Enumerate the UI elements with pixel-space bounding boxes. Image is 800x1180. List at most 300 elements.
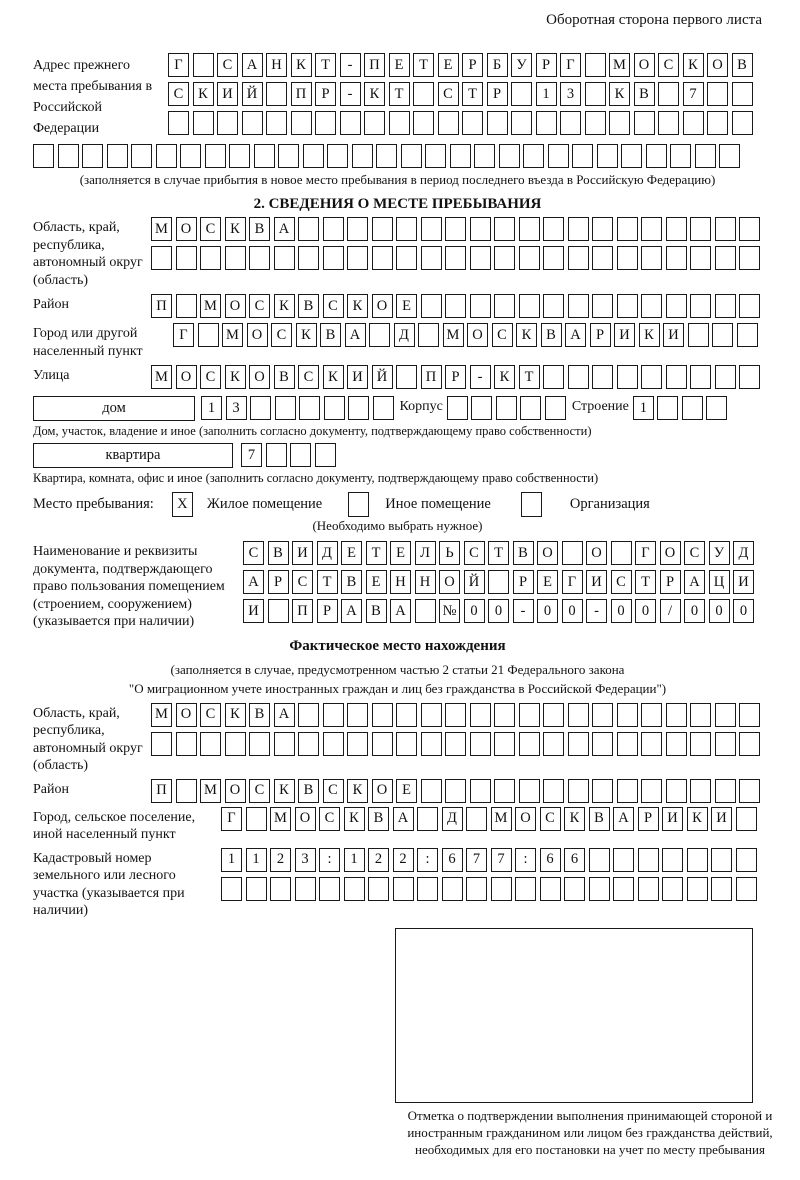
char-cell xyxy=(470,732,491,756)
char-cell xyxy=(421,217,442,241)
char-cell xyxy=(450,144,471,168)
char-cell xyxy=(413,111,434,135)
char-cell xyxy=(739,365,760,389)
char-cell xyxy=(372,703,393,727)
char-cell xyxy=(540,877,561,901)
char-cell: Т xyxy=(317,570,338,594)
char-cell xyxy=(621,144,642,168)
char-cell xyxy=(592,732,613,756)
char-cell: П xyxy=(421,365,442,389)
stay-type-note: (Необходимо выбрать нужное) xyxy=(312,518,483,533)
char-cell: Г xyxy=(221,807,242,831)
char-cell xyxy=(470,779,491,803)
char-cell xyxy=(592,779,613,803)
char-cell: К xyxy=(683,53,704,77)
char-cell: 3 xyxy=(226,396,247,420)
char-cell: С xyxy=(658,53,679,77)
char-cell xyxy=(421,779,442,803)
char-cell: Т xyxy=(413,53,434,77)
char-cell xyxy=(568,732,589,756)
char-cell xyxy=(200,246,221,270)
char-cell: Е xyxy=(366,570,387,594)
char-cell: О xyxy=(537,541,558,565)
stroenie-row xyxy=(633,396,728,420)
char-cell xyxy=(646,144,667,168)
char-cell: В xyxy=(249,217,270,241)
char-cell: А xyxy=(345,323,366,347)
char-cell xyxy=(156,144,177,168)
char-cell: В xyxy=(298,779,319,803)
char-cell: К xyxy=(364,82,385,106)
char-cell: М xyxy=(151,365,172,389)
char-cell xyxy=(176,294,197,318)
prev-address-note: (заполняется в случае прибытия в новое место пребывания в период последнего въезда в Российскую Федерацию) xyxy=(79,172,716,187)
char-cell xyxy=(641,217,662,241)
char-cell: С xyxy=(464,541,485,565)
char-cell: К xyxy=(564,807,585,831)
char-cell: П xyxy=(291,82,312,106)
char-cell xyxy=(445,217,466,241)
char-cell: С xyxy=(249,779,270,803)
char-cell: А xyxy=(393,807,414,831)
char-cell xyxy=(739,779,760,803)
char-cell xyxy=(564,877,585,901)
street-row xyxy=(151,365,760,389)
char-cell xyxy=(466,877,487,901)
char-cell xyxy=(242,111,263,135)
char-cell: К xyxy=(516,323,537,347)
char-cell: 0 xyxy=(733,599,754,623)
char-cell: О xyxy=(176,703,197,727)
char-cell: 7 xyxy=(491,848,512,872)
char-cell: С xyxy=(200,365,221,389)
char-cell: И xyxy=(733,570,754,594)
char-cell xyxy=(376,144,397,168)
char-cell xyxy=(568,703,589,727)
char-cell: К xyxy=(193,82,214,106)
char-cell: Е xyxy=(396,294,417,318)
char-cell: О xyxy=(176,217,197,241)
char-cell: Т xyxy=(389,82,410,106)
char-cell: 0 xyxy=(464,599,485,623)
char-cell xyxy=(589,848,610,872)
char-cell xyxy=(690,217,711,241)
char-cell: Е xyxy=(390,541,411,565)
char-cell xyxy=(687,877,708,901)
char-cell xyxy=(221,877,242,901)
char-cell: С xyxy=(243,541,264,565)
char-cell: 1 xyxy=(633,396,654,420)
char-cell: : xyxy=(417,848,438,872)
char-cell xyxy=(217,111,238,135)
char-cell xyxy=(568,294,589,318)
char-cell: Й xyxy=(464,570,485,594)
char-cell xyxy=(425,144,446,168)
char-cell xyxy=(494,703,515,727)
char-cell: К xyxy=(274,294,295,318)
char-cell xyxy=(445,294,466,318)
char-cell: М xyxy=(609,53,630,77)
char-cell xyxy=(715,703,736,727)
char-cell xyxy=(151,732,172,756)
char-cell xyxy=(638,848,659,872)
char-cell: О xyxy=(439,570,460,594)
actual-district-label: Район xyxy=(33,781,69,797)
char-cell: К xyxy=(347,779,368,803)
actual-city-row xyxy=(221,807,757,831)
cadastral-row-2 xyxy=(221,877,757,901)
char-cell: Б xyxy=(487,53,508,77)
char-cell: К xyxy=(494,365,515,389)
char-cell xyxy=(543,365,564,389)
char-cell: О xyxy=(707,53,728,77)
char-cell xyxy=(662,848,683,872)
char-cell xyxy=(396,246,417,270)
char-cell xyxy=(666,779,687,803)
char-cell xyxy=(491,877,512,901)
char-cell: - xyxy=(340,82,361,106)
char-cell xyxy=(176,246,197,270)
region-field xyxy=(33,217,762,289)
actual-region-row-1 xyxy=(151,703,760,727)
char-cell xyxy=(519,217,540,241)
char-cell xyxy=(682,396,703,420)
char-cell xyxy=(417,877,438,901)
char-cell xyxy=(739,217,760,241)
char-cell: А xyxy=(274,703,295,727)
char-cell xyxy=(666,246,687,270)
prev-address-field xyxy=(33,53,762,139)
char-cell xyxy=(695,144,716,168)
char-cell xyxy=(657,396,678,420)
char-cell xyxy=(562,541,583,565)
document-row-3 xyxy=(243,599,754,623)
char-cell xyxy=(707,82,728,106)
char-cell: О xyxy=(176,365,197,389)
char-cell xyxy=(690,294,711,318)
char-cell: 1 xyxy=(344,848,365,872)
char-cell xyxy=(511,111,532,135)
char-cell: 7 xyxy=(466,848,487,872)
char-cell xyxy=(266,443,287,467)
document-label: Наименование и реквизиты документа, подтверждающего право пользования помещением (строением, сооружением) (указывается при наличии) xyxy=(33,544,225,629)
char-cell xyxy=(568,246,589,270)
char-cell: 1 xyxy=(536,82,557,106)
char-cell xyxy=(352,144,373,168)
char-cell xyxy=(715,732,736,756)
region-row-1 xyxy=(151,217,760,241)
char-cell xyxy=(347,703,368,727)
char-cell xyxy=(545,396,566,420)
char-cell: В xyxy=(274,365,295,389)
char-cell xyxy=(520,396,541,420)
char-cell: Т xyxy=(519,365,540,389)
char-cell: В xyxy=(541,323,562,347)
section2-title: 2. СВЕДЕНИЯ О МЕСТЕ ПРЕБЫВАНИЯ xyxy=(253,196,542,212)
char-cell: В xyxy=(589,807,610,831)
char-cell xyxy=(298,246,319,270)
char-cell xyxy=(225,732,246,756)
char-cell: 6 xyxy=(564,848,585,872)
char-cell: Т xyxy=(462,82,483,106)
char-cell: В xyxy=(513,541,534,565)
char-cell xyxy=(421,703,442,727)
char-cell xyxy=(200,732,221,756)
char-cell xyxy=(298,732,319,756)
char-cell: 2 xyxy=(393,848,414,872)
char-cell xyxy=(617,246,638,270)
char-cell xyxy=(666,703,687,727)
char-cell xyxy=(736,807,757,831)
char-cell xyxy=(474,144,495,168)
prev-address-row-2 xyxy=(168,82,753,106)
char-cell xyxy=(462,111,483,135)
char-cell: Е xyxy=(537,570,558,594)
char-cell: 3 xyxy=(560,82,581,106)
char-cell xyxy=(372,217,393,241)
document-field xyxy=(33,541,762,631)
char-cell xyxy=(519,732,540,756)
char-cell xyxy=(641,246,662,270)
char-cell xyxy=(254,144,275,168)
char-cell: И xyxy=(663,323,684,347)
prev-address-row-3 xyxy=(168,111,753,135)
char-cell xyxy=(511,82,532,106)
char-cell xyxy=(523,144,544,168)
char-cell: О xyxy=(225,294,246,318)
char-cell xyxy=(299,396,320,420)
char-cell xyxy=(413,82,434,106)
char-cell: М xyxy=(222,323,243,347)
prev-address-row-1 xyxy=(168,53,753,77)
char-cell xyxy=(488,570,509,594)
char-cell xyxy=(690,365,711,389)
char-cell xyxy=(719,144,740,168)
actual-location-note xyxy=(33,660,762,698)
district-label: Район xyxy=(33,297,69,312)
char-cell: 1 xyxy=(221,848,242,872)
char-cell xyxy=(275,396,296,420)
char-cell xyxy=(246,807,267,831)
prev-address-extra-row xyxy=(33,144,762,168)
document-row-2 xyxy=(243,570,754,594)
char-cell xyxy=(168,111,189,135)
char-cell xyxy=(597,144,618,168)
char-cell: М xyxy=(270,807,291,831)
stay-type-checkbox-residential: X xyxy=(172,492,193,517)
actual-district-field xyxy=(33,779,762,803)
char-cell xyxy=(715,779,736,803)
char-cell: У xyxy=(709,541,730,565)
char-cell xyxy=(274,732,295,756)
char-cell: А xyxy=(390,599,411,623)
stroenie-label: Строение xyxy=(571,399,629,414)
char-cell: К xyxy=(687,807,708,831)
char-cell xyxy=(543,779,564,803)
region-row-2 xyxy=(151,246,760,270)
char-cell: И xyxy=(711,807,732,831)
char-cell xyxy=(592,217,613,241)
char-cell xyxy=(315,111,336,135)
char-cell: О xyxy=(467,323,488,347)
char-cell xyxy=(494,246,515,270)
char-cell xyxy=(348,396,369,420)
actual-location-note-line1: (заполняется в случае, предусмотренном частью 2 статьи 21 Федерального закона xyxy=(170,661,625,677)
char-cell xyxy=(323,217,344,241)
char-cell xyxy=(715,365,736,389)
char-cell xyxy=(690,732,711,756)
char-cell xyxy=(372,246,393,270)
stamp-caption: Отметка о подтверждении выполнения принимающей стороной и иностранным гражданином или лицом без гражданства действий, необходимых для его постановки на учет по месту пребывания xyxy=(407,1107,773,1157)
char-cell xyxy=(641,294,662,318)
char-cell: М xyxy=(200,294,221,318)
stay-type-option-residential: Жилое помещение xyxy=(206,496,323,512)
char-cell: Е xyxy=(438,53,459,77)
char-cell xyxy=(340,111,361,135)
char-cell: К xyxy=(609,82,630,106)
char-cell xyxy=(205,144,226,168)
char-cell xyxy=(298,217,319,241)
char-cell xyxy=(396,732,417,756)
char-cell xyxy=(715,246,736,270)
char-cell xyxy=(543,732,564,756)
char-cell: А xyxy=(613,807,634,831)
char-cell xyxy=(589,877,610,901)
char-cell: № xyxy=(439,599,460,623)
char-cell: С xyxy=(323,294,344,318)
char-cell xyxy=(487,111,508,135)
char-cell: С xyxy=(323,779,344,803)
char-cell: Т xyxy=(635,570,656,594)
actual-city-label: Город, сельское поселение, иной населенный пункт xyxy=(33,809,196,842)
char-cell: 0 xyxy=(635,599,656,623)
char-cell: К xyxy=(323,365,344,389)
char-cell: Й xyxy=(242,82,263,106)
char-cell xyxy=(368,877,389,901)
prev-address-label: Адрес прежнего места пребывания в Российской Федерации xyxy=(33,58,153,136)
char-cell: И xyxy=(614,323,635,347)
char-cell xyxy=(641,365,662,389)
stay-type-checkbox-other xyxy=(348,492,369,517)
char-cell: К xyxy=(639,323,660,347)
char-cell xyxy=(176,732,197,756)
char-cell: А xyxy=(341,599,362,623)
char-cell: В xyxy=(732,53,753,77)
header-note: Оборотная сторона первого листа xyxy=(546,12,762,28)
char-cell: А xyxy=(684,570,705,594)
char-cell: Р xyxy=(487,82,508,106)
char-cell: М xyxy=(200,779,221,803)
char-cell xyxy=(585,53,606,77)
char-cell xyxy=(291,111,312,135)
char-cell: О xyxy=(247,323,268,347)
char-cell: О xyxy=(634,53,655,77)
char-cell xyxy=(739,703,760,727)
char-cell xyxy=(347,246,368,270)
char-cell xyxy=(739,294,760,318)
char-cell: 0 xyxy=(562,599,583,623)
char-cell xyxy=(298,703,319,727)
char-cell: 1 xyxy=(201,396,222,420)
char-cell xyxy=(739,732,760,756)
char-cell xyxy=(592,246,613,270)
char-cell: С xyxy=(438,82,459,106)
stay-type-checkbox-organization xyxy=(521,492,542,517)
char-cell xyxy=(536,111,557,135)
char-cell xyxy=(193,53,214,77)
document-row-1 xyxy=(243,541,754,565)
cadastral-label: Кадастровый номер земельного или лесного участка (указывается при наличии) xyxy=(33,850,185,918)
char-cell xyxy=(592,294,613,318)
char-cell: Д xyxy=(317,541,338,565)
char-cell xyxy=(466,807,487,831)
char-cell: К xyxy=(296,323,317,347)
char-cell xyxy=(572,144,593,168)
char-cell xyxy=(560,111,581,135)
char-cell xyxy=(198,323,219,347)
char-cell: Е xyxy=(341,541,362,565)
char-cell: В xyxy=(366,599,387,623)
char-cell xyxy=(315,443,336,467)
char-cell: Г xyxy=(173,323,194,347)
char-cell xyxy=(690,246,711,270)
char-cell: Р xyxy=(660,570,681,594)
char-cell xyxy=(670,144,691,168)
char-cell xyxy=(494,294,515,318)
char-cell: С xyxy=(684,541,705,565)
char-cell: 6 xyxy=(442,848,463,872)
char-cell: В xyxy=(320,323,341,347)
char-cell: С xyxy=(200,703,221,727)
actual-location-note-line2: "О миграционном учете иностранных граждан и лиц без гражданства в Российской Федерации") xyxy=(128,680,667,696)
char-cell: К xyxy=(225,365,246,389)
char-cell xyxy=(641,779,662,803)
char-cell xyxy=(638,877,659,901)
char-cell xyxy=(193,111,214,135)
char-cell xyxy=(295,877,316,901)
actual-region-rows xyxy=(151,703,760,756)
char-cell xyxy=(373,396,394,420)
actual-district-row xyxy=(151,779,760,803)
char-cell: : xyxy=(515,848,536,872)
char-cell: Н xyxy=(415,570,436,594)
char-cell xyxy=(611,541,632,565)
char-cell xyxy=(364,111,385,135)
char-cell: С xyxy=(292,570,313,594)
char-cell xyxy=(445,732,466,756)
char-cell: И xyxy=(217,82,238,106)
char-cell xyxy=(715,217,736,241)
house-row xyxy=(33,396,762,421)
char-cell: О xyxy=(586,541,607,565)
char-cell: А xyxy=(243,570,264,594)
char-cell: К xyxy=(344,807,365,831)
char-cell: С xyxy=(217,53,238,77)
char-cell: 0 xyxy=(709,599,730,623)
char-cell xyxy=(666,365,687,389)
char-cell xyxy=(274,246,295,270)
char-cell xyxy=(324,396,345,420)
char-cell xyxy=(617,294,638,318)
char-cell: К xyxy=(274,779,295,803)
char-cell: Т xyxy=(315,53,336,77)
char-cell xyxy=(737,323,758,347)
char-cell xyxy=(658,82,679,106)
char-cell xyxy=(323,703,344,727)
char-cell xyxy=(736,877,757,901)
char-cell: Г xyxy=(560,53,581,77)
char-cell xyxy=(389,111,410,135)
